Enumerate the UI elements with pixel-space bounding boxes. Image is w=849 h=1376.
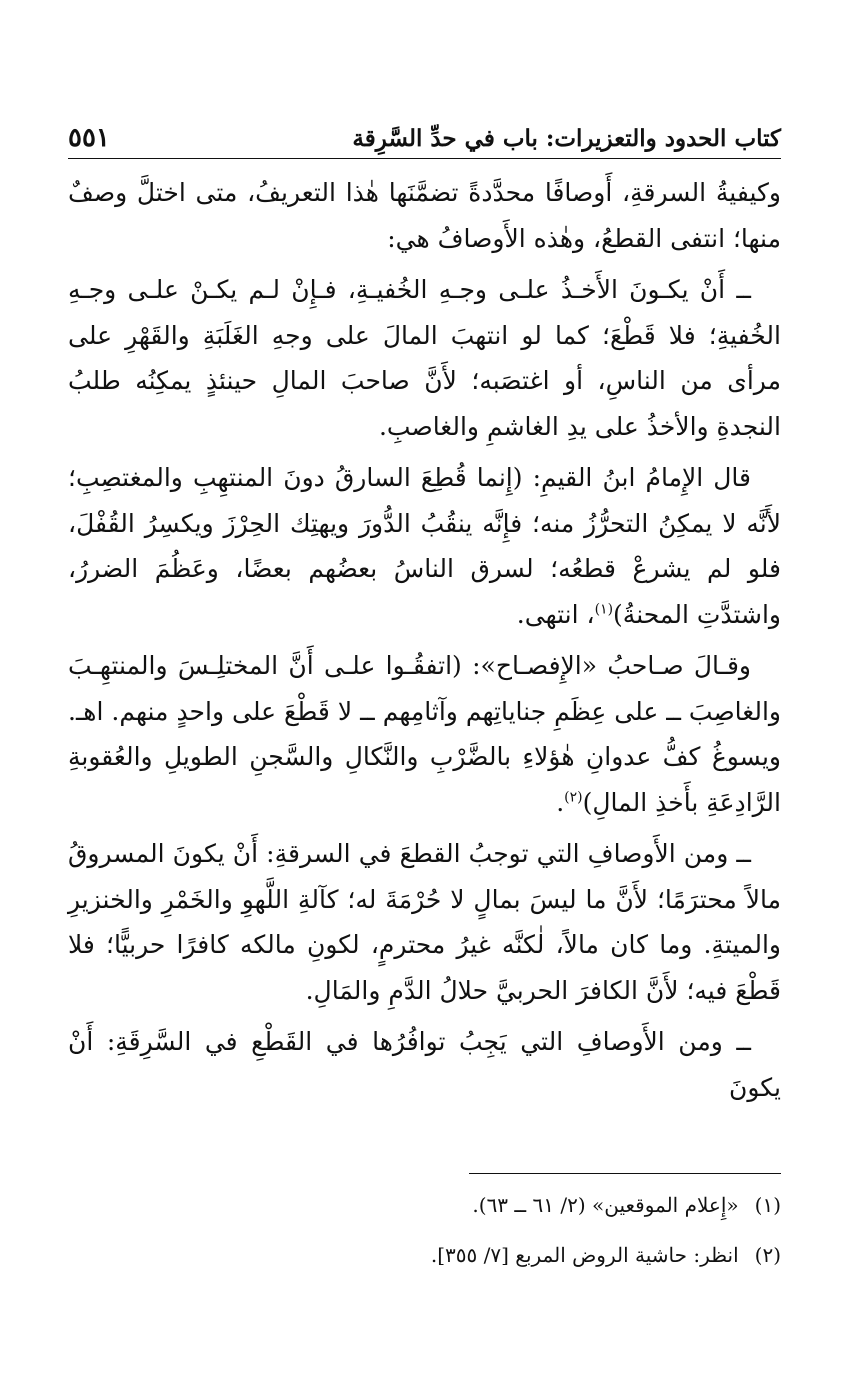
paragraph — [68, 455, 781, 637]
quote-tail: . — [556, 787, 565, 817]
footnote-ref-1: (١) — [594, 601, 614, 618]
chapter-title: كتاب الحدود والتعزيرات: باب في حدِّ السَّرِقة — [352, 124, 781, 152]
quote-tail: ، انتهى. — [516, 599, 595, 629]
running-header — [68, 118, 781, 159]
footnote-ref-2: (٢) — [564, 789, 583, 806]
main-text — [68, 170, 781, 1116]
page-number: ٥٥١ — [68, 123, 110, 153]
footnote — [68, 1230, 781, 1280]
paragraph: وكيفيةُ السرقةِ، أَوصافًا محدَّدةً تضمَّنَها هٰذا التعريفُ، متى اختلَّ وصفٌ منها؛ انتفى القطعُ، وهٰذه الأَوصافُ هي: — [68, 178, 781, 253]
paragraph: ــ أَنْ يكـونَ الأَخـذُ علـى وجـهِ الخُفيـةِ، فـإِنْ لـم يكـنْ علـى وجـهِ الخُفيةِ؛ فلا قَطْعَ؛ كما لو انتهبَ المالَ على وجهِ الغَلَبَةِ والقَهْرِ على مرأى من الناسِ، أو اغتصَبه؛ لأَنَّ صاحبَ المالِ حينئذٍ يمكِنُه طلبُ النجدةِ والأخذُ على يدِ الغاشمِ والغاصبِ. — [68, 275, 781, 441]
footnote-text: انظر: حاشية الروض المربع [٧/ ٣٥٥]. — [430, 1243, 739, 1267]
footnote-number: (٢) — [754, 1243, 781, 1267]
footnote-text: «إِعلام الموقعين» (٢/ ٦١ ــ ٦٣). — [472, 1193, 739, 1217]
quote-text: قال الإِمامُ ابنُ القيمِ: (إِنما قُطِعَ السارقُ دونَ المنتهِبِ والمغتصِبِ؛ لأَنَّه لا يمكِنُ التحرُّزُ منه؛ فإِنَّه ينقُبُ الدُّورَ ويهتِك الحِرْزَ ويكسِرُ القُفْلَ، فلو لم يشرعْ قطعُه؛ لسرق الناسُ بعضُهم بعضًا، وعَظُمَ الضررُ، واشتدَّتِ المحنةُ) — [68, 463, 781, 629]
paragraph — [68, 643, 781, 825]
footnotes — [68, 1180, 781, 1280]
paragraph: ــ ومن الأَوصافِ التي توجبُ القطعَ في السرقةِ: أَنْ يكونَ المسروقُ مالاً محترَمًا؛ لأَنَّ ما ليسَ بمالٍ لا حُرْمَةَ له؛ كآلةِ اللَّهوِ والخَمْرِ والخنزيرِ والميتةِ. وما كان مالاً، لٰكنَّه غيرُ محترمٍ، لكونِ مالكه كافرًا حربيًّا؛ فلا قَطْعَ فيه؛ لأَنَّ الكافرَ الحربيَّ حلالُ الدَّمِ والمَالِ. — [68, 839, 781, 1005]
paragraph: ــ ومن الأَوصافِ التي يَجِبُ توافُرُها في القَطْعِ في السَّرِقَةِ: أَنْ يكونَ — [68, 1027, 781, 1102]
footnote-separator — [469, 1173, 781, 1174]
footnote-number: (١) — [754, 1193, 781, 1217]
quote-text: وقـالَ صـاحبُ «الإِفصـاح»: (اتفقُـوا علـى أَنَّ المختلِـسَ والمنتهِـبَ والغاصِبَ ــ على عِظَمِ جناياتِهم وآثامِهم ــ لا قَطْعَ على واحدٍ منهم. اهـ. ويسوغُ كفُّ عدوانِ هٰؤلاءِ بالضَّرْبِ والنَّكالِ والسَّجنِ الطويلِ والعُقوبةِ الرَّادِعَةِ بأَخذِ المالِ) — [68, 651, 781, 817]
footnote — [68, 1180, 781, 1230]
